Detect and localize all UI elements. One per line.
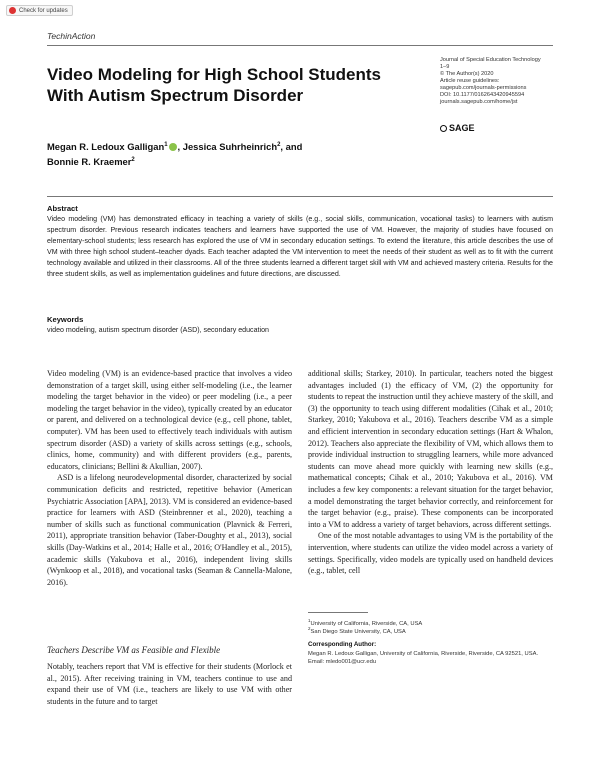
doi[interactable]: DOI: 10.1177/0162643420945594: [440, 92, 525, 98]
journal-home-link[interactable]: journals.sagepub.com/home/jst: [440, 99, 518, 105]
page-range: 1–9: [440, 64, 450, 70]
journal-section: TechinAction: [47, 31, 96, 41]
corresponding-author-text: Megan R. Ledoux Galligan, University of California, Riverside, Riverside, CA 92521, USA.: [308, 651, 539, 657]
journal-meta: [440, 57, 560, 106]
article-title: Video Modeling for High School Students With Autism Spectrum Disorder: [47, 65, 382, 105]
abstract-heading: Abstract: [47, 204, 78, 213]
affiliation-2: [308, 625, 406, 636]
header-divider: [47, 45, 553, 46]
permissions-link[interactable]: sagepub.com/journals-permissions: [440, 85, 527, 91]
body-paragraph: Notably, teachers report that VM is effective for their students (Morlock et al., 2015). After receiving training in VM, teachers continue to use and expand their use of VM (i.e., teachers are likely to use VM with other students in the future and to target: [47, 662, 292, 706]
publisher-name: SAGE: [449, 123, 475, 133]
check-for-updates-badge[interactable]: [6, 5, 73, 16]
body-column-left: [47, 368, 292, 588]
section-heading: Teachers Describe VM as Feasible and Flexible: [47, 645, 221, 655]
sage-logo: [440, 123, 475, 133]
badge-label: Check for updates: [19, 7, 68, 14]
reuse-guidelines: Article reuse guidelines:: [440, 78, 500, 84]
corresponding-author-heading: Corresponding Author:: [308, 641, 377, 648]
author-2-affil: 2: [277, 142, 281, 148]
author-1: Megan R. Ledoux Galligan: [47, 141, 165, 153]
body-column-left-continued: [47, 661, 292, 707]
author-3: Bonnie R. Kraemer: [47, 155, 132, 167]
abstract-divider: [47, 196, 553, 197]
body-paragraph: additional skills; Starkey, 2010). In particular, teachers noted the biggest advantages included (1) the efficacy of VM, (2) the opportunity for students to repeat the instruction until they achieve mastery of the skill, and (3) the opportunity to teach using different modalities (Cihak et al., 2010; Starkey, 2010; Yakubova et al., 2016). Teachers describe VM as a simple and efficient intervention in secondary education settings (Hart & Whalon, 2012). Teachers also appreciate the flexibility of VM, which allows them to provide individual instruction to struggling learners, while more advanced students can move ahead more quickly with learning new skills (e.g., mathematical concepts; Cihak et al., 2010; Yakubova et al., 2016). VM includes a few key components: a relevant situation for the target behavior, a model demonstrating the target behavior correctly, and reinforcement for the target behavior (e.g., praise). These components can be incorporated into a VM to address a variety of target behaviors, across different settings.: [308, 369, 553, 529]
keywords-heading: Keywords: [47, 315, 84, 324]
affiliation-2-text: San Diego State University, CA, USA: [310, 628, 406, 635]
author-3-affil: 2: [131, 156, 135, 163]
body-paragraph: One of the most notable advantages to using VM is the portability of the intervention, where students can utilize the video model across a variety of settings. Specifically, video models are typically used on handheld devices (e.g., tablet, cell: [308, 531, 553, 576]
author-list: [47, 139, 427, 168]
affiliation-1-mark: 1: [308, 618, 311, 623]
corresponding-author-block: [308, 650, 558, 666]
body-column-right: [308, 368, 553, 577]
affiliation-2-mark: 2: [308, 626, 311, 631]
author-1-affil: 1: [164, 142, 168, 148]
author-conjunction: , and: [280, 141, 303, 153]
footnote-divider: [308, 612, 368, 613]
corresponding-author-email[interactable]: Email: mledo001@ucr.edu: [308, 659, 377, 665]
author-2: , Jessica Suhrheinrich: [177, 141, 278, 153]
journal-name: Journal of Special Education Technology: [440, 57, 541, 63]
copyright: © The Author(s) 2020: [440, 71, 494, 77]
body-paragraph: Video modeling (VM) is an evidence-based practice that involves a video demonstration of a target skill, using either self-modeling (i.e., the learner modeling the target behavior in the video) or peer modeling (i.e., a peer modeling the target behavior in the video), typically created by an educator or parent, and delivered on a technological device (e.g., cell phone, tablet, computer). VM has been used to effectively teach individuals with autism spectrum disorder (ASD) a variety of skills across settings (e.g., schools, clinics, home, community) and with different providers (e.g., parents, educators, clinicians; Bellini & Akullian, 2007).: [47, 369, 292, 471]
sage-ring-icon: [440, 125, 447, 132]
body-paragraph: ASD is a lifelong neurodevelopmental disorder, characterized by social communication deficits and restricted, repetitive behavior (American Psychiatric Association [APA], 2013). VM is considered an evidence-based practice for learners with ASD (Steinbrenner et al., 2020), teaching a number of skills such as functional communication (Plavnick & Ferreri, 2011), appropriate transition behavior (Taber-Doughty et al., 2013), social skills (Day-Watkins et al., 2014; Halle et al., 2016; O'Handley et al., 2015), academic skills (Yakubova et al., 2016), independent living skills (Wynkoop et al., 2018), and vocational tasks (Seaman & Cannella-Malone, 2016).: [47, 473, 292, 587]
keywords-text: video modeling, autism spectrum disorder (ASD), secondary education: [47, 326, 269, 334]
update-icon: [9, 7, 16, 14]
affiliation-1-text: University of California, Riverside, CA, USA: [310, 620, 423, 627]
abstract-text: Video modeling (VM) has demonstrated efficacy in teaching a variety of skills (e.g., social skills, communication, vocational tasks) to learners with autism spectrum disorder. Previous research indicates teachers and learners have supported the use of VM. However, the majority of studies have focused on elementary-school students; less research has explored the use of VM in secondary education settings. To extend the literature, this article describes the use of VM with three high school student–teacher dyads. Each teacher adapted the VM intervention to meet the needs of their student as well as to fit with the current technology available and utilized in their classrooms. All of the three students learned a different target skill with VM and achieved mastery criteria. Results for the three student skills, as well as implementation guidelines and future directions, are discussed.: [47, 215, 553, 278]
orcid-icon[interactable]: [169, 143, 177, 151]
